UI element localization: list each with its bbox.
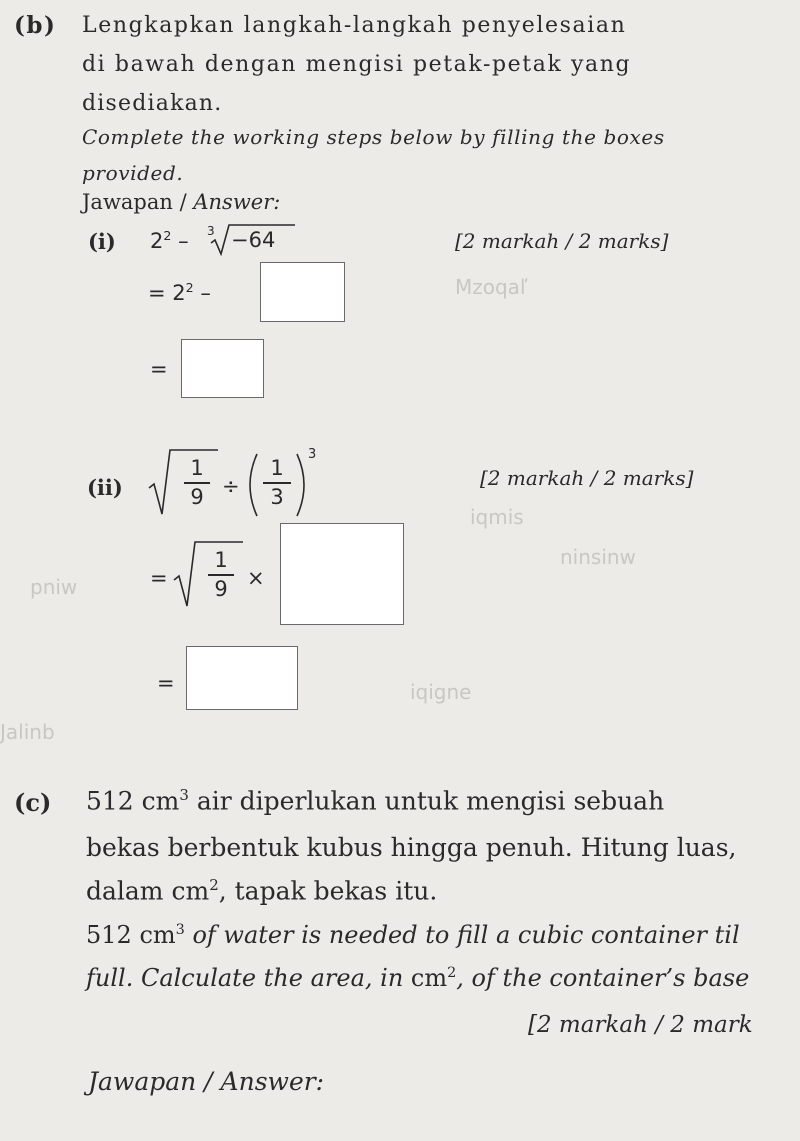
question-ii-label: (ii) [87, 475, 123, 500]
q2-frac2-numerator: 1 [270, 456, 284, 480]
part-b-label: (b) [14, 12, 57, 39]
instruction-malay-line2: di bawah dengan mengisi petak-petak yang [82, 52, 632, 77]
q1-answer-box-1[interactable] [260, 262, 345, 322]
area-unit-exp-malay: 2 [209, 876, 219, 894]
instruction-malay-line1: Lengkapkan langkah-langkah penyelesaian [82, 13, 627, 38]
q1-step1-prefix: = 2 [148, 281, 186, 305]
part-c-line3-a: dalam [86, 876, 172, 906]
show-through-text: iqigne [410, 680, 472, 704]
question-i-label: (i) [88, 229, 116, 254]
q2-fraction-1 [184, 458, 210, 508]
q1-base: 2 [150, 229, 164, 253]
q1-step1-minus: – [200, 281, 211, 305]
volume-unit-malay: cm [141, 786, 180, 816]
show-through-text: Jalinb [0, 720, 55, 744]
q2-power: 3 [308, 447, 317, 462]
q1-step2-equals: = [150, 357, 168, 381]
volume-unit-exp-english: 3 [175, 922, 185, 938]
q2-step1-denominator: 9 [214, 576, 228, 601]
part-c-line5-a: full. Calculate the area, in [86, 964, 411, 992]
show-through-text: iqmis [470, 505, 524, 529]
volume-value-malay: 512 [86, 786, 134, 816]
part-c-line4 [86, 921, 740, 949]
cube-root-index: 3 [207, 224, 215, 238]
instruction-malay-line3: disediakan. [82, 91, 223, 116]
q2-step2-equals: = [157, 671, 175, 695]
show-through-text: pniw [30, 575, 78, 599]
q1-step1 [148, 280, 211, 305]
q2-step1-fraction [208, 550, 234, 600]
part-c-line3-b: , tapak bekas itu. [218, 876, 438, 906]
instruction-english-line2: provided. [82, 161, 184, 185]
q2-fraction-2 [263, 458, 291, 508]
instruction-english-line1: Complete the working steps below by filling the boxes [82, 125, 665, 149]
q2-answer-box-2[interactable] [186, 646, 298, 710]
q1-answer-box-2[interactable] [181, 339, 264, 398]
part-c-answer-label: Jawapan / Answer: [88, 1067, 325, 1096]
answer-heading [82, 190, 280, 214]
answer-label-malay: Jawapan / [82, 190, 194, 214]
q1-radicand: −64 [231, 228, 276, 252]
part-c-line4-text: of water is needed to fill a cubic container til [184, 921, 740, 949]
q2-step1-numerator: 1 [214, 548, 228, 572]
q2-frac1-numerator: 1 [190, 456, 204, 480]
part-c-label: (c) [14, 788, 52, 817]
part-c-line3 [86, 876, 437, 905]
part-c-line2: bekas berbentuk kubus hingga penuh. Hitung luas, [86, 833, 737, 862]
q2-times-sign: × [247, 566, 265, 590]
volume-unit-exp-malay: 3 [179, 786, 189, 804]
q2-divide-sign: ÷ [222, 474, 240, 498]
show-through-text: ninsinw [560, 545, 636, 569]
answer-label-english: Answer: [193, 190, 281, 214]
question-i-expression [150, 228, 189, 253]
part-c-line1 [86, 786, 664, 815]
q2-frac1-denominator: 9 [190, 484, 204, 509]
show-through-text: Mzoqaľ [455, 275, 528, 299]
q2-frac2-denominator: 3 [270, 484, 284, 509]
part-c-line1-text: air diperlukan untuk mengisi sebuah [188, 786, 665, 816]
part-c-line5 [86, 964, 749, 992]
area-unit-english: cm [410, 964, 448, 992]
area-unit-malay: cm [171, 876, 210, 906]
volume-unit-english: cm [139, 921, 176, 949]
q1-minus: – [178, 229, 189, 253]
q2-step1-equals: = [150, 566, 168, 590]
question-ii-marks: [2 markah / 2 marks] [480, 466, 694, 490]
area-unit-exp-english: 2 [447, 965, 457, 981]
volume-value-english: 512 [86, 921, 132, 949]
part-c-marks: [2 markah / 2 mark [528, 1012, 753, 1038]
q2-answer-box-1[interactable] [280, 523, 404, 625]
question-i-marks: [2 markah / 2 marks] [455, 229, 669, 253]
q1-step1-exponent: 2 [185, 280, 194, 295]
q1-exponent: 2 [163, 228, 172, 243]
part-c-line5-b: , of the container’s base [456, 964, 750, 992]
